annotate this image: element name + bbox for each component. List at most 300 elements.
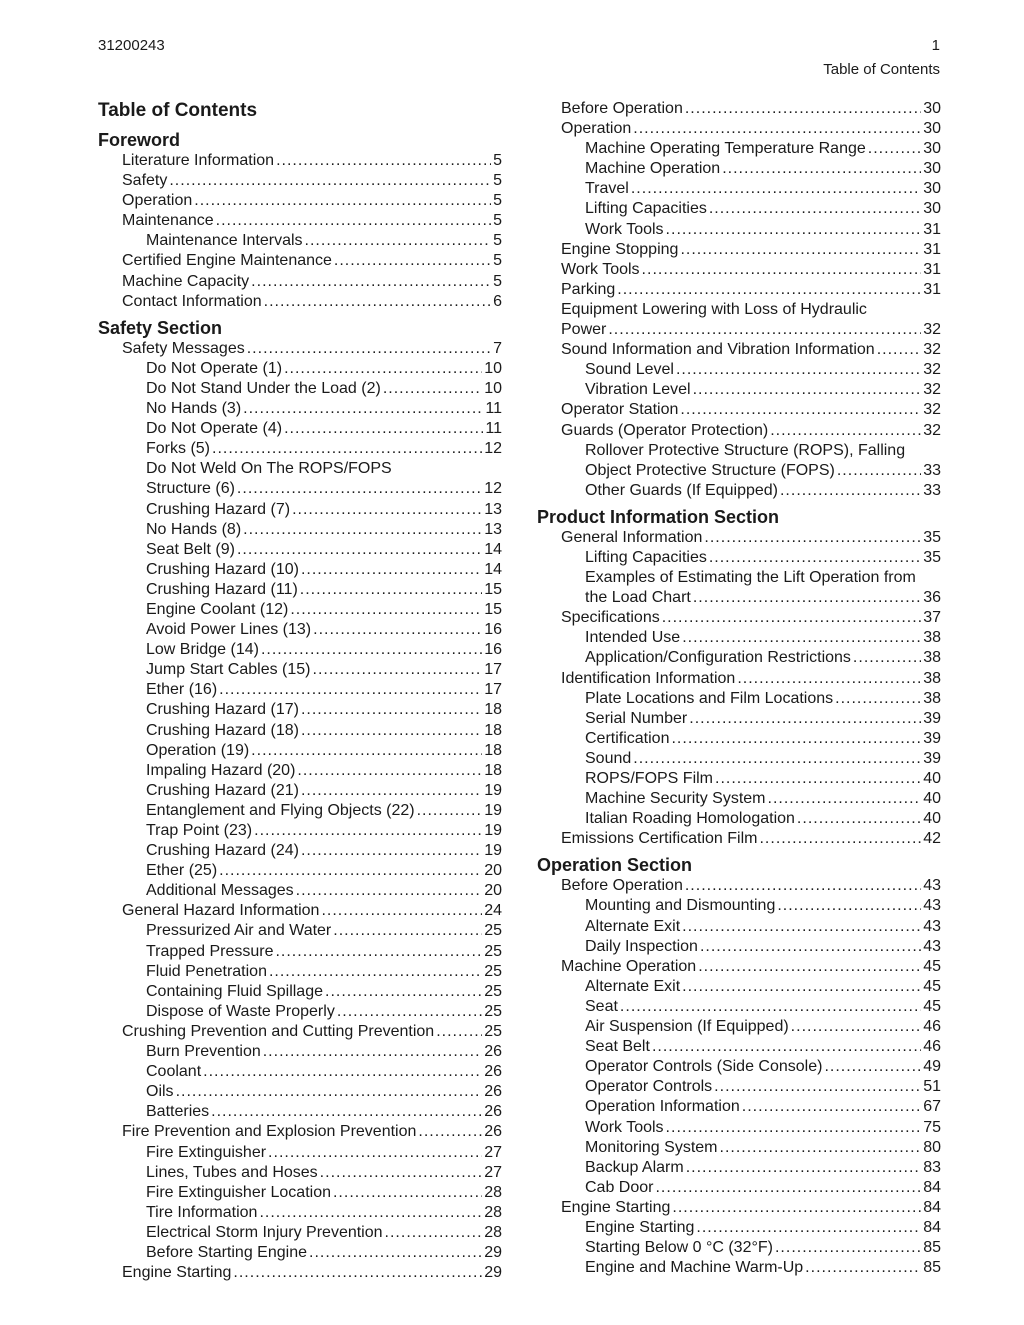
toc-entry-page: 25 xyxy=(484,1022,502,1040)
dot-leader xyxy=(276,151,491,171)
toc-entry-page: 18 xyxy=(484,721,502,739)
toc-entry-title: No Hands (8) xyxy=(146,520,242,538)
toc-entry[interactable] xyxy=(537,1238,941,1258)
toc-entry[interactable] xyxy=(98,419,502,439)
dot-leader xyxy=(714,1077,921,1097)
toc-entry-title: Engine Starting xyxy=(585,1218,695,1236)
toc-entry-page: 19 xyxy=(484,781,502,799)
toc-entry-page: 45 xyxy=(923,977,941,995)
toc-entry[interactable] xyxy=(98,962,502,982)
dot-leader xyxy=(877,340,922,360)
toc-entry[interactable] xyxy=(537,461,941,481)
toc-entry[interactable] xyxy=(98,439,502,459)
toc-entry[interactable] xyxy=(537,360,941,380)
toc-entry-page: 25 xyxy=(484,942,502,960)
dot-leader xyxy=(676,360,921,380)
toc-entry-title: Literature Information xyxy=(122,152,275,169)
toc-entry[interactable] xyxy=(537,199,941,219)
dot-leader xyxy=(824,1057,921,1077)
toc-entry-title: Operator Controls (Side Console) xyxy=(585,1058,823,1076)
toc-entry-page: 85 xyxy=(923,1259,941,1277)
toc-entry-title: Monitoring System xyxy=(585,1138,718,1156)
toc-entry[interactable] xyxy=(98,881,502,901)
toc-entry[interactable] xyxy=(537,1258,941,1278)
section-heading: Product Information Section xyxy=(537,506,780,527)
toc-entry-page: 40 xyxy=(923,770,941,787)
toc-entry-title: Ether (16) xyxy=(146,681,218,699)
toc-entry-line: Do Not Weld On The ROPS/FOPS xyxy=(146,460,392,478)
toc-entry-page: 26 xyxy=(484,1083,502,1101)
toc-entry[interactable] xyxy=(537,1158,941,1178)
toc-entry[interactable] xyxy=(537,1198,941,1218)
toc-entry-title: Containing Fluid Spillage xyxy=(146,982,323,1000)
toc-entry-page: 13 xyxy=(484,500,502,518)
toc-entry[interactable] xyxy=(537,1097,941,1117)
dot-leader xyxy=(666,220,922,240)
dot-leader xyxy=(254,821,482,841)
toc-entry[interactable] xyxy=(537,729,941,749)
toc-entry[interactable] xyxy=(98,700,502,720)
toc-entry-title: Plate Locations and Film Locations xyxy=(585,689,834,707)
dot-leader xyxy=(631,179,921,199)
toc-entry-page: 32 xyxy=(923,361,941,379)
toc-entry[interactable] xyxy=(537,1017,941,1037)
toc-entry-page: 38 xyxy=(923,689,941,707)
toc-entry[interactable] xyxy=(537,917,941,937)
toc-entry-title: Guards (Operator Protection) xyxy=(561,421,769,439)
toc-entry[interactable] xyxy=(98,781,502,801)
toc-entry[interactable] xyxy=(537,876,941,896)
toc-entry[interactable] xyxy=(98,540,502,560)
toc-entry[interactable] xyxy=(537,957,941,977)
toc-entry[interactable] xyxy=(98,1183,502,1203)
toc-entry-title: Certification xyxy=(585,729,670,747)
toc-entry[interactable] xyxy=(537,240,941,260)
toc-entry[interactable] xyxy=(537,977,941,997)
toc-entry[interactable] xyxy=(537,179,941,199)
toc-entry-page: 43 xyxy=(923,877,941,895)
toc-entry[interactable] xyxy=(98,560,502,580)
toc-entry-title: Travel xyxy=(585,180,629,198)
toc-entry[interactable] xyxy=(98,1002,502,1022)
toc-entry-page: 17 xyxy=(484,681,502,699)
dot-leader xyxy=(791,1017,922,1037)
toc-entry[interactable] xyxy=(537,648,941,668)
toc-entry[interactable] xyxy=(537,1037,941,1057)
toc-entry-page: 26 xyxy=(484,1043,502,1061)
section-heading: Safety Section xyxy=(98,317,223,338)
toc-entry-title: Do Not Operate (4) xyxy=(146,420,283,438)
toc-entry[interactable] xyxy=(537,937,941,957)
toc-entry-title: Work Tools xyxy=(561,260,640,278)
toc-entry-page: 19 xyxy=(484,822,502,839)
toc-entry[interactable] xyxy=(98,292,502,312)
dot-leader xyxy=(642,260,922,280)
toc-entry[interactable] xyxy=(98,479,502,499)
toc-entry-title: Specifications xyxy=(561,609,660,627)
toc-entry-page: 32 xyxy=(923,401,941,419)
toc-entry-page: 84 xyxy=(923,1198,941,1216)
toc-entry-title: Fire Prevention and Explosion Prevention xyxy=(122,1123,417,1141)
dot-leader xyxy=(333,921,482,941)
toc-entry-page: 27 xyxy=(484,1163,502,1181)
toc-entry[interactable] xyxy=(537,749,941,769)
dot-leader xyxy=(662,608,921,628)
toc-entry-title: Work Tools xyxy=(585,1118,664,1136)
toc-entry-title: Crushing Hazard (18) xyxy=(146,721,299,739)
toc-entry-page: 80 xyxy=(923,1138,941,1156)
dot-leader xyxy=(313,660,483,680)
dot-leader xyxy=(301,781,482,801)
toc-entry-title: Sound Information and Vibration Information xyxy=(561,341,875,359)
toc-entry-line: Examples of Estimating the Lift Operation from xyxy=(585,569,916,587)
toc-entry-page: 39 xyxy=(923,709,941,727)
toc-entry[interactable] xyxy=(98,861,502,881)
toc-entry[interactable] xyxy=(98,359,502,379)
toc-entry[interactable] xyxy=(98,1203,502,1223)
toc-entry-page: 26 xyxy=(484,1063,502,1081)
toc-entry[interactable] xyxy=(98,272,502,292)
toc-entry-page: 38 xyxy=(923,649,941,667)
dot-leader xyxy=(385,1223,483,1243)
toc-entry[interactable] xyxy=(98,901,502,921)
toc-entry-title: Emissions Certification Film xyxy=(561,830,758,848)
toc-entry[interactable] xyxy=(537,400,941,420)
toc-entry-page: 11 xyxy=(485,420,502,438)
toc-entry-title: Crushing Prevention and Cutting Prevention xyxy=(122,1022,435,1040)
dot-leader xyxy=(219,861,482,881)
toc-entry-page: 46 xyxy=(923,1018,941,1036)
toc-entry[interactable] xyxy=(98,821,502,841)
toc-entry[interactable] xyxy=(537,809,941,829)
toc-entry[interactable] xyxy=(537,997,941,1017)
toc-entry-title: Crushing Hazard (10) xyxy=(146,560,299,578)
dot-leader xyxy=(696,1218,921,1238)
toc-entry-page: 14 xyxy=(484,560,502,578)
toc-entry-title: Seat Belt xyxy=(585,1038,650,1056)
toc-entry-page: 16 xyxy=(484,641,502,659)
dot-leader xyxy=(868,139,921,159)
dot-leader xyxy=(620,997,921,1017)
toc-entry[interactable] xyxy=(537,99,941,119)
toc-entry-title: Power xyxy=(561,321,607,339)
toc-entry-page: 15 xyxy=(484,580,502,598)
dot-leader xyxy=(259,1203,482,1223)
toc-entry[interactable] xyxy=(98,231,502,251)
toc-entry-page: 24 xyxy=(484,902,502,920)
dot-leader xyxy=(685,99,921,119)
toc-entry[interactable] xyxy=(98,761,502,781)
toc-entry-title: Fire Extinguisher xyxy=(146,1143,267,1161)
toc-entry-page: 12 xyxy=(484,480,502,498)
toc-entry-title: Burn Prevention xyxy=(146,1043,261,1061)
toc-entry[interactable] xyxy=(537,608,941,628)
toc-entry[interactable] xyxy=(537,280,941,300)
toc-entry-page: 19 xyxy=(484,842,502,860)
toc-entry[interactable] xyxy=(537,1218,941,1238)
toc-entry-title: Batteries xyxy=(146,1103,210,1121)
toc-entry-title: Crushing Hazard (11) xyxy=(146,580,298,598)
toc-entry[interactable] xyxy=(98,982,502,1002)
toc-entry[interactable] xyxy=(98,1042,502,1062)
toc-entry[interactable] xyxy=(98,620,502,640)
toc-entry[interactable] xyxy=(537,669,941,689)
toc-entry-title: Ether (25) xyxy=(146,862,218,880)
toc-entry[interactable] xyxy=(537,421,941,441)
dot-leader xyxy=(305,231,492,251)
toc-entry-title: Low Bridge (14) xyxy=(146,641,259,659)
toc-entry-title: Do Not Operate (1) xyxy=(146,359,283,377)
dot-leader xyxy=(720,1138,922,1158)
toc-entry-title: Crushing Hazard (24) xyxy=(146,842,299,860)
toc-entry-page: 13 xyxy=(484,520,502,538)
toc-entry-title: Safety xyxy=(122,172,168,190)
dot-leader xyxy=(320,1163,483,1183)
dot-leader xyxy=(797,809,921,829)
toc-entry-title: Object Protective Structure (FOPS) xyxy=(585,461,835,479)
running-title: Table of Contents xyxy=(823,61,940,78)
toc-entry-title: Operation xyxy=(561,120,632,138)
dot-leader xyxy=(655,1178,921,1198)
toc-entry[interactable] xyxy=(98,741,502,761)
toc-entry-page: 30 xyxy=(923,180,941,198)
toc-entry[interactable] xyxy=(537,320,941,340)
toc-entry-page: 84 xyxy=(923,1178,941,1196)
toc-entry[interactable] xyxy=(537,1077,941,1097)
dot-leader xyxy=(633,749,921,769)
toc-entry-title: Crushing Hazard (17) xyxy=(146,701,299,719)
dot-leader xyxy=(775,1238,921,1258)
toc-entry-title: Sound xyxy=(585,749,632,767)
toc-entry[interactable] xyxy=(537,139,941,159)
toc-entry-line: Equipment Lowering with Loss of Hydraulic xyxy=(561,300,867,318)
toc-right-column xyxy=(537,99,941,1278)
toc-entry-title: Fluid Penetration xyxy=(146,962,267,980)
toc-entry-title: Other Guards (If Equipped) xyxy=(585,481,778,499)
toc-entry-page: 43 xyxy=(923,917,941,935)
dot-leader xyxy=(203,1062,482,1082)
dot-leader xyxy=(666,1118,922,1138)
dot-leader xyxy=(417,801,483,821)
toc-entry[interactable] xyxy=(537,689,941,709)
toc-entry[interactable] xyxy=(98,151,502,171)
toc-entry-title: Lines, Tubes and Hoses xyxy=(146,1163,318,1181)
dot-leader xyxy=(237,540,482,560)
toc-entry-page: 7 xyxy=(493,339,502,357)
toc-entry[interactable] xyxy=(537,588,941,608)
toc-entry-title: Forks (5) xyxy=(146,440,210,458)
toc-entry-title: Operation Information xyxy=(585,1098,740,1116)
toc-entry-page: 6 xyxy=(493,292,502,310)
dot-leader xyxy=(297,761,482,781)
toc-entry-page: 5 xyxy=(493,232,502,250)
toc-entry[interactable] xyxy=(537,481,941,501)
toc-entry-page: 85 xyxy=(923,1239,941,1257)
toc-entry[interactable] xyxy=(98,841,502,861)
toc-entry[interactable] xyxy=(98,211,502,231)
toc-entry-title: Daily Inspection xyxy=(585,937,698,955)
dot-leader xyxy=(698,957,921,977)
toc-entry-title: Operation xyxy=(122,192,193,210)
toc-entry-page: 30 xyxy=(923,140,941,158)
toc-entry[interactable] xyxy=(537,220,941,240)
toc-entry-title: Machine Security System xyxy=(585,790,766,808)
toc-entry-page: 25 xyxy=(484,982,502,1000)
toc-entry-title: Operator Station xyxy=(561,401,679,419)
dot-leader xyxy=(247,339,491,359)
toc-entry[interactable] xyxy=(98,1143,502,1163)
toc-entry-title: Oils xyxy=(146,1083,174,1101)
dot-leader xyxy=(169,171,491,191)
toc-entry-title: Cab Door xyxy=(585,1178,654,1196)
toc-entry[interactable] xyxy=(98,640,502,660)
toc-entry[interactable] xyxy=(98,942,502,962)
dot-leader xyxy=(689,709,921,729)
toc-entry[interactable] xyxy=(537,119,941,139)
dot-leader xyxy=(243,520,482,540)
toc-entry-page: 30 xyxy=(923,160,941,178)
toc-entry-page: 15 xyxy=(484,600,502,618)
toc-entry[interactable] xyxy=(98,1082,502,1102)
toc-entry[interactable] xyxy=(537,159,941,179)
toc-entry[interactable] xyxy=(98,921,502,941)
dot-leader xyxy=(237,479,482,499)
dot-leader xyxy=(212,439,482,459)
dot-leader xyxy=(700,937,921,957)
toc-entry-page: 20 xyxy=(484,882,502,900)
toc-entry-title: Impaling Hazard (20) xyxy=(146,761,296,779)
toc-entry[interactable] xyxy=(98,251,502,271)
toc-entry-page: 28 xyxy=(484,1203,502,1221)
toc-entry[interactable] xyxy=(537,769,941,789)
toc-entry[interactable] xyxy=(537,1178,941,1198)
toc-entry[interactable] xyxy=(98,191,502,211)
toc-entry[interactable] xyxy=(537,896,941,916)
dot-leader xyxy=(296,881,483,901)
toc-entry[interactable] xyxy=(537,340,941,360)
toc-entry[interactable] xyxy=(537,1057,941,1077)
toc-entry[interactable] xyxy=(537,829,941,849)
toc-entry[interactable] xyxy=(98,600,502,620)
toc-entry[interactable] xyxy=(98,1062,502,1082)
toc-entry-page: 30 xyxy=(923,120,941,138)
toc-entry-title: Identification Information xyxy=(561,669,736,687)
dot-leader xyxy=(617,280,921,300)
toc-entry-page: 35 xyxy=(923,528,941,546)
dot-leader xyxy=(805,1258,921,1278)
toc-entry-title: Certified Engine Maintenance xyxy=(122,252,332,270)
toc-entry-page: 35 xyxy=(923,548,941,566)
toc-entry-page: 30 xyxy=(923,100,941,117)
toc-entry[interactable] xyxy=(98,1223,502,1243)
toc-entry-page: 31 xyxy=(923,240,941,258)
toc-entry[interactable] xyxy=(98,339,502,359)
toc-entry[interactable] xyxy=(98,801,502,821)
dot-leader xyxy=(777,896,921,916)
dot-leader xyxy=(301,700,482,720)
dot-leader xyxy=(194,191,491,211)
dot-leader xyxy=(686,1158,921,1178)
toc-entry-page: 5 xyxy=(493,152,502,169)
toc-entry-page: 10 xyxy=(484,359,502,377)
dot-leader xyxy=(275,942,482,962)
dot-leader xyxy=(682,917,921,937)
dot-leader xyxy=(680,400,921,420)
toc-entry-title: Engine Stopping xyxy=(561,240,679,258)
toc-entry[interactable] xyxy=(98,660,502,680)
toc-entry[interactable] xyxy=(537,709,941,729)
toc-entry-page: 10 xyxy=(484,379,502,397)
toc-entry[interactable] xyxy=(98,500,502,520)
toc-entry-page: 11 xyxy=(485,400,502,418)
toc-entry[interactable] xyxy=(98,1122,502,1142)
toc-entry[interactable] xyxy=(98,680,502,700)
dot-leader xyxy=(671,729,921,749)
toc-entry-page: 39 xyxy=(923,729,941,747)
toc-title: Table of Contents xyxy=(98,100,258,121)
toc-entry[interactable] xyxy=(98,1263,502,1283)
toc-entry-title: Parking xyxy=(561,280,616,298)
toc-entry[interactable] xyxy=(537,548,941,568)
dot-leader xyxy=(176,1082,483,1102)
toc-entry-title: Work Tools xyxy=(585,220,664,238)
dot-leader xyxy=(672,1198,921,1218)
toc-entry-title: Crushing Hazard (7) xyxy=(146,500,291,518)
toc-entry[interactable] xyxy=(537,260,941,280)
toc-entry-page: 32 xyxy=(923,421,941,439)
toc-entry-title: Engine Coolant (12) xyxy=(146,600,289,618)
toc-entry[interactable] xyxy=(98,379,502,399)
dot-leader xyxy=(633,119,921,139)
toc-entry[interactable] xyxy=(537,789,941,809)
toc-entry-title: General Information xyxy=(561,528,703,546)
toc-entry-title: Lifting Capacities xyxy=(585,548,707,566)
toc-entry[interactable] xyxy=(98,721,502,741)
toc-entry[interactable] xyxy=(98,520,502,540)
toc-entry[interactable] xyxy=(98,1102,502,1122)
toc-entry-page: 38 xyxy=(923,669,941,687)
toc-entry-page: 46 xyxy=(923,1038,941,1056)
toc-entry-page: 29 xyxy=(484,1243,502,1261)
toc-entry-title: Alternate Exit xyxy=(585,917,681,935)
toc-entry[interactable] xyxy=(537,380,941,400)
dot-leader xyxy=(269,962,482,982)
toc-entry[interactable] xyxy=(98,171,502,191)
toc-entry-title: Engine and Machine Warm-Up xyxy=(585,1259,804,1277)
toc-entry[interactable] xyxy=(98,580,502,600)
toc-entry[interactable] xyxy=(98,1243,502,1263)
toc-entry[interactable] xyxy=(98,399,502,419)
toc-entry[interactable] xyxy=(537,1138,941,1158)
toc-entry-page: 31 xyxy=(923,220,941,238)
toc-entry[interactable] xyxy=(537,1118,941,1138)
dot-leader xyxy=(251,741,482,761)
dot-leader xyxy=(301,560,482,580)
toc-entry-page: 40 xyxy=(923,810,941,828)
toc-entry-page: 32 xyxy=(923,321,941,339)
dot-leader xyxy=(693,380,922,400)
dot-leader xyxy=(682,977,921,997)
toc-entry[interactable] xyxy=(537,628,941,648)
toc-entry[interactable] xyxy=(98,1163,502,1183)
toc-entry[interactable] xyxy=(537,528,941,548)
dot-leader xyxy=(768,789,922,809)
dot-leader xyxy=(853,648,921,668)
toc-entry-title: Machine Operation xyxy=(561,957,697,975)
dot-leader xyxy=(383,379,482,399)
dot-leader xyxy=(835,689,921,709)
toc-entry[interactable] xyxy=(98,1022,502,1042)
